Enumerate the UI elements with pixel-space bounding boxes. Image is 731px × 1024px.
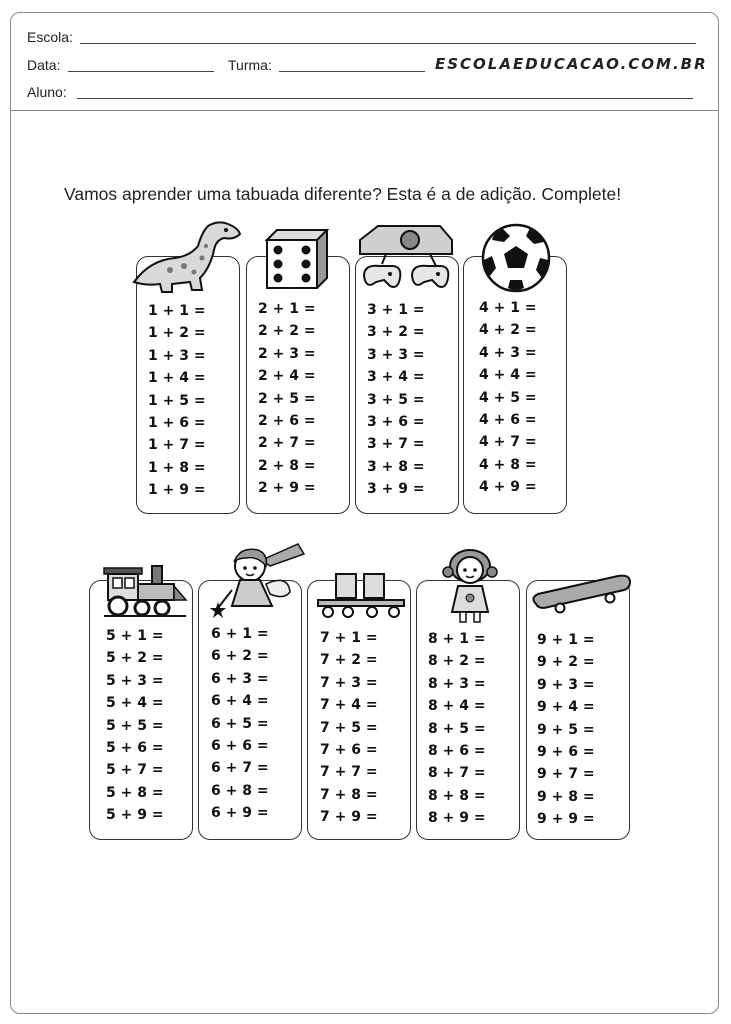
addition-equation[interactable]: 6 + 1 = <box>211 626 269 642</box>
addition-equation[interactable]: 3 + 8 = <box>367 458 425 475</box>
addition-table-card <box>463 256 567 514</box>
dinosaur-icon <box>130 220 246 296</box>
date-field[interactable] <box>68 71 214 72</box>
addition-equation[interactable]: 8 + 9 = <box>428 810 486 827</box>
addition-equation[interactable]: 5 + 3 = <box>106 672 164 689</box>
addition-equation[interactable]: 6 + 4 = <box>211 693 269 710</box>
addition-equation[interactable]: 9 + 3 = <box>537 676 595 693</box>
addition-equation[interactable]: 9 + 5 = <box>537 721 595 738</box>
class-label: Turma: <box>228 57 272 73</box>
toy-train-icon <box>100 560 190 618</box>
addition-equation[interactable]: 3 + 5 = <box>367 391 425 408</box>
school-label: Escola: <box>27 29 73 45</box>
addition-equation[interactable]: 7 + 8 = <box>320 786 378 803</box>
soccer-ball-icon <box>478 222 554 294</box>
addition-equation[interactable]: 8 + 6 = <box>428 743 486 759</box>
addition-equation[interactable]: 1 + 8 = <box>148 459 206 476</box>
date-label: Data: <box>27 57 61 73</box>
addition-equation[interactable]: 1 + 6 = <box>148 415 206 431</box>
addition-equation[interactable]: 7 + 1 = <box>320 630 378 646</box>
addition-equation[interactable]: 4 + 9 = <box>479 479 537 496</box>
addition-equation[interactable]: 6 + 5 = <box>211 715 269 732</box>
skateboard-icon <box>530 570 634 614</box>
addition-equation[interactable]: 6 + 8 = <box>211 782 269 799</box>
addition-equation[interactable]: 9 + 2 = <box>537 654 595 671</box>
addition-equation[interactable]: 8 + 7 = <box>428 765 486 782</box>
addition-equation[interactable]: 2 + 8 = <box>258 457 316 474</box>
addition-equation[interactable]: 4 + 4 = <box>479 367 537 384</box>
addition-equation[interactable]: 7 + 9 = <box>320 809 378 826</box>
addition-equation[interactable]: 3 + 6 = <box>367 414 425 430</box>
addition-equation[interactable]: 4 + 3 = <box>479 344 537 361</box>
addition-equation[interactable]: 4 + 1 = <box>479 300 537 316</box>
addition-equation[interactable]: 9 + 6 = <box>537 744 595 760</box>
addition-equation[interactable]: 1 + 9 = <box>148 482 206 499</box>
addition-equation[interactable]: 1 + 5 = <box>148 392 206 409</box>
addition-equation[interactable]: 8 + 8 = <box>428 787 486 804</box>
addition-equation[interactable]: 8 + 2 = <box>428 653 486 670</box>
addition-equation[interactable]: 9 + 8 = <box>537 788 595 805</box>
addition-equation[interactable]: 4 + 8 = <box>479 456 537 473</box>
addition-equation[interactable]: 8 + 5 = <box>428 720 486 737</box>
addition-equation[interactable]: 1 + 4 = <box>148 370 206 387</box>
addition-equation[interactable]: 7 + 5 = <box>320 719 378 736</box>
fairy-icon <box>210 540 306 620</box>
addition-equation[interactable]: 2 + 2 = <box>258 323 316 340</box>
addition-table-card <box>246 256 350 514</box>
addition-equation[interactable]: 6 + 9 = <box>211 805 269 822</box>
addition-equation[interactable]: 5 + 1 = <box>106 628 164 644</box>
addition-equation[interactable]: 2 + 1 = <box>258 301 316 317</box>
addition-equation[interactable]: 9 + 9 = <box>537 811 595 828</box>
addition-equation[interactable]: 8 + 3 = <box>428 675 486 692</box>
addition-equation[interactable]: 2 + 3 = <box>258 345 316 362</box>
instructions: Vamos aprender uma tabuada diferente? Esta é a de adição. Complete! <box>64 184 622 204</box>
addition-equation[interactable]: 3 + 9 = <box>367 481 425 498</box>
addition-equation[interactable]: 6 + 2 = <box>211 648 269 665</box>
addition-equation[interactable]: 6 + 3 = <box>211 670 269 687</box>
addition-equation[interactable]: 4 + 6 = <box>479 412 537 428</box>
addition-equation[interactable]: 6 + 6 = <box>211 738 269 754</box>
addition-equation[interactable]: 3 + 3 = <box>367 346 425 363</box>
game-console-icon <box>356 220 456 298</box>
doll-icon <box>440 548 500 624</box>
addition-equation[interactable]: 5 + 8 = <box>106 784 164 801</box>
addition-equation[interactable]: 2 + 9 = <box>258 480 316 497</box>
addition-equation[interactable]: 5 + 5 = <box>106 717 164 734</box>
addition-equation[interactable]: 5 + 2 = <box>106 650 164 667</box>
addition-equation[interactable]: 1 + 3 = <box>148 347 206 364</box>
addition-equation[interactable]: 3 + 4 = <box>367 369 425 386</box>
addition-equation[interactable]: 6 + 7 = <box>211 760 269 777</box>
addition-equation[interactable]: 3 + 7 = <box>367 436 425 453</box>
addition-equation[interactable]: 1 + 7 = <box>148 437 206 454</box>
addition-equation[interactable]: 2 + 7 = <box>258 435 316 452</box>
addition-equation[interactable]: 7 + 7 = <box>320 764 378 781</box>
addition-equation[interactable]: 9 + 7 = <box>537 766 595 783</box>
dice-icon <box>263 228 331 292</box>
addition-equation[interactable]: 5 + 7 = <box>106 762 164 779</box>
addition-equation[interactable]: 3 + 1 = <box>367 302 425 318</box>
student-field[interactable] <box>77 98 693 99</box>
addition-equation[interactable]: 7 + 3 = <box>320 674 378 691</box>
addition-equation[interactable]: 9 + 1 = <box>537 632 595 648</box>
addition-equation[interactable]: 1 + 2 = <box>148 325 206 342</box>
addition-equation[interactable]: 4 + 2 = <box>479 322 537 339</box>
addition-equation[interactable]: 9 + 4 = <box>537 699 595 716</box>
addition-equation[interactable]: 7 + 4 = <box>320 697 378 714</box>
addition-equation[interactable]: 4 + 5 = <box>479 389 537 406</box>
addition-equation[interactable]: 7 + 2 = <box>320 652 378 669</box>
addition-equation[interactable]: 3 + 2 = <box>367 324 425 341</box>
school-field[interactable] <box>80 43 696 44</box>
addition-equation[interactable]: 2 + 4 = <box>258 368 316 385</box>
addition-equation[interactable]: 8 + 1 = <box>428 631 486 647</box>
roller-skates-icon <box>314 570 408 618</box>
addition-equation[interactable]: 4 + 7 = <box>479 434 537 451</box>
student-label: Aluno: <box>27 84 67 100</box>
addition-equation[interactable]: 2 + 6 = <box>258 413 316 429</box>
addition-equation[interactable]: 5 + 6 = <box>106 740 164 756</box>
class-field[interactable] <box>279 71 425 72</box>
site-logo-text: ESCOLAEDUCACAO.COM.BR <box>435 55 708 73</box>
header-divider <box>10 110 719 111</box>
addition-equation[interactable]: 7 + 6 = <box>320 742 378 758</box>
addition-equation[interactable]: 2 + 5 = <box>258 390 316 407</box>
addition-equation[interactable]: 5 + 9 = <box>106 807 164 824</box>
addition-equation[interactable]: 1 + 1 = <box>148 303 206 319</box>
addition-equation[interactable]: 5 + 4 = <box>106 695 164 712</box>
addition-equation[interactable]: 8 + 4 = <box>428 698 486 715</box>
